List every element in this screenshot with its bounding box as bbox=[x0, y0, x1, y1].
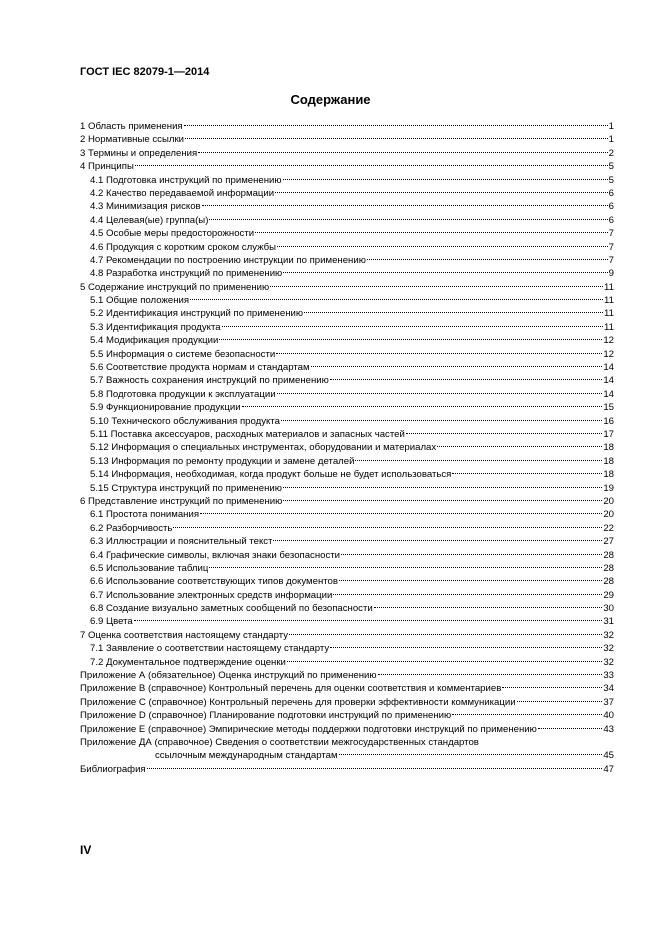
toc-leader-dots bbox=[222, 326, 603, 327]
toc-leader-dots bbox=[378, 674, 603, 675]
toc-leader-dots bbox=[452, 714, 602, 715]
toc-leader-dots bbox=[242, 406, 603, 407]
toc-leader-dots bbox=[330, 647, 602, 648]
toc-entry[interactable] bbox=[80, 482, 614, 495]
toc-leader-dots bbox=[219, 339, 602, 340]
toc-entry-title: 5.8 Подготовка продукции к эксплуатации bbox=[90, 388, 276, 400]
toc-entry[interactable] bbox=[80, 374, 614, 387]
table-of-contents bbox=[80, 120, 614, 776]
toc-entry-title: 4.5 Особые меры предосторожности bbox=[90, 228, 255, 240]
toc-entry-title: 5.4 Модификация продукции bbox=[90, 335, 219, 347]
toc-entry[interactable] bbox=[80, 736, 614, 749]
toc-leader-dots bbox=[200, 513, 602, 514]
toc-entry[interactable] bbox=[80, 589, 614, 602]
toc-entry-page: 6 bbox=[608, 214, 614, 226]
toc-entry[interactable] bbox=[80, 508, 614, 521]
toc-entry-page: 18 bbox=[603, 455, 614, 467]
toc-leader-dots bbox=[289, 634, 602, 635]
toc-entry[interactable] bbox=[80, 629, 614, 642]
toc-leader-dots bbox=[538, 728, 602, 729]
toc-leader-dots bbox=[198, 152, 607, 153]
toc-entry-page: 18 bbox=[603, 469, 614, 481]
toc-entry[interactable] bbox=[80, 334, 614, 347]
toc-leader-dots bbox=[277, 393, 603, 394]
toc-entry-title: 4.1 Подготовка инструкций по применению bbox=[90, 174, 282, 186]
toc-entry-title: ссылочным международным стандартам bbox=[155, 750, 338, 762]
toc-entry[interactable] bbox=[80, 321, 614, 334]
toc-entry[interactable] bbox=[80, 361, 614, 374]
toc-entry[interactable] bbox=[80, 267, 614, 280]
toc-entry[interactable] bbox=[80, 120, 614, 133]
toc-leader-dots bbox=[184, 125, 608, 126]
toc-entry[interactable] bbox=[80, 562, 614, 575]
toc-leader-dots bbox=[330, 379, 602, 380]
toc-entry[interactable] bbox=[80, 174, 614, 187]
toc-entry-page: 6 bbox=[608, 187, 614, 199]
toc-entry-title: 5.15 Структура инструкций по применению bbox=[90, 482, 282, 494]
toc-entry-title: 6.3 Иллюстрации и пояснительный текст bbox=[90, 536, 273, 548]
toc-entry-page: 11 bbox=[604, 308, 614, 320]
toc-entry-page: 6 bbox=[608, 201, 614, 213]
toc-entry-page: 14 bbox=[603, 388, 614, 400]
toc-entry-page: 11 bbox=[604, 321, 614, 333]
toc-entry[interactable] bbox=[80, 160, 614, 173]
toc-entry-page: 28 bbox=[603, 549, 614, 561]
toc-entry[interactable] bbox=[80, 441, 614, 454]
toc-entry[interactable] bbox=[80, 281, 614, 294]
toc-leader-dots bbox=[517, 701, 603, 702]
toc-entry[interactable] bbox=[80, 709, 614, 722]
toc-entry-title: 6 Представление инструкций по применению bbox=[80, 495, 283, 507]
toc-entry-page: 33 bbox=[603, 670, 614, 682]
toc-entry-title: 4.2 Качество передаваемой информации bbox=[90, 187, 275, 199]
toc-entry-title: Библиография bbox=[80, 763, 146, 775]
toc-entry-title: 4.3 Минимизация рисков bbox=[90, 201, 201, 213]
document-header: ГОСТ IEC 82079-1—2014 bbox=[80, 66, 210, 78]
toc-entry[interactable] bbox=[80, 348, 614, 361]
toc-entry-page: 32 bbox=[603, 629, 614, 641]
toc-leader-dots bbox=[277, 246, 608, 247]
toc-entry-page: 11 bbox=[604, 295, 614, 307]
toc-entry-page: 14 bbox=[603, 375, 614, 387]
toc-entry[interactable] bbox=[80, 656, 614, 669]
toc-entry[interactable] bbox=[80, 549, 614, 562]
toc-entry-title: 4.4 Целевая(ые) группа(ы) bbox=[90, 214, 209, 226]
toc-entry-title: 6.5 Использование таблиц bbox=[90, 562, 209, 574]
toc-leader-dots bbox=[452, 473, 602, 474]
toc-entry-title: 6.4 Графические символы, включая знаки безопасности bbox=[90, 549, 341, 561]
toc-leader-dots bbox=[273, 540, 602, 541]
toc-entry-page: 7 bbox=[608, 241, 614, 253]
toc-entry-page: 15 bbox=[603, 402, 614, 414]
toc-leader-dots bbox=[283, 179, 608, 180]
toc-entry-title: 5.7 Важность сохранения инструкций по применению bbox=[90, 375, 329, 387]
toc-entry-page: 32 bbox=[603, 656, 614, 668]
toc-entry-page: 18 bbox=[603, 442, 614, 454]
toc-leader-dots bbox=[276, 353, 602, 354]
toc-entry-page: 27 bbox=[603, 536, 614, 548]
toc-leader-dots bbox=[283, 500, 602, 501]
toc-leader-dots bbox=[341, 554, 602, 555]
toc-leader-dots bbox=[209, 567, 602, 568]
toc-entry-title: 5.14 Информация, необходимая, когда продукт больше не будет использоваться bbox=[90, 469, 452, 481]
toc-leader-dots bbox=[406, 433, 602, 434]
toc-leader-dots bbox=[283, 487, 602, 488]
toc-entry-title: 6.6 Использование соответствующих типов документов bbox=[90, 576, 338, 588]
toc-leader-dots bbox=[355, 460, 602, 461]
toc-entry[interactable] bbox=[80, 602, 614, 615]
toc-entry-title: 5.9 Функционирование продукции bbox=[90, 402, 241, 414]
toc-entry-title: Приложение Е (справочное) Эмпирические методы поддержки подготовки инструкций по применению bbox=[80, 723, 537, 735]
toc-entry-title: 1 Область применения bbox=[80, 121, 183, 132]
toc-entry-title: 7.1 Заявление о соответствии настоящему стандарту bbox=[90, 643, 330, 655]
toc-entry-title: 5.10 Технического обслуживания продукта bbox=[90, 415, 280, 427]
toc-entry[interactable] bbox=[80, 522, 614, 535]
toc-entry-title: 4.6 Продукция с коротким сроком службы bbox=[90, 241, 277, 253]
toc-leader-dots bbox=[281, 420, 602, 421]
toc-leader-dots bbox=[190, 299, 603, 300]
toc-entry-page: 2 bbox=[608, 147, 614, 159]
toc-leader-dots bbox=[502, 687, 602, 688]
toc-entry-title: 5.6 Соответствие продукта нормам и стандартам bbox=[90, 362, 310, 374]
toc-entry-title: 5.1 Общие положения bbox=[90, 295, 190, 307]
toc-entry[interactable] bbox=[80, 133, 614, 146]
toc-entry-page: 12 bbox=[603, 348, 614, 360]
toc-entry-page: 5 bbox=[608, 161, 614, 173]
toc-entry[interactable] bbox=[80, 214, 614, 227]
toc-entry-page: 31 bbox=[603, 616, 614, 628]
toc-leader-dots bbox=[304, 312, 603, 313]
toc-entry-page: 11 bbox=[604, 281, 614, 293]
toc-entry-title: Приложение В (справочное) Контрольный перечень для оценки соответствия и комментариев bbox=[80, 683, 502, 695]
page-number: IV bbox=[80, 843, 92, 857]
toc-entry-page: 7 bbox=[608, 254, 614, 266]
toc-entry[interactable] bbox=[80, 455, 614, 468]
toc-entry-title: 5 Содержание инструкций по применению bbox=[80, 281, 270, 293]
toc-leader-dots bbox=[202, 205, 608, 206]
toc-entry-title: 5.3 Идентификация продукта bbox=[90, 321, 221, 333]
toc-entry[interactable] bbox=[80, 495, 614, 508]
toc-entry-page: 9 bbox=[608, 268, 614, 280]
toc-entry-title: 5.13 Информация по ремонту продукции и замене деталей bbox=[90, 455, 355, 467]
toc-entry[interactable] bbox=[80, 642, 614, 655]
toc-leader-dots bbox=[147, 768, 603, 769]
toc-entry-page: 1 bbox=[608, 134, 614, 146]
toc-entry-page: 12 bbox=[603, 335, 614, 347]
toc-entry-title: 4.7 Рекомендации по построению инструкции по применению bbox=[90, 254, 366, 266]
toc-entry-page: 34 bbox=[603, 683, 614, 695]
toc-entry-page: 40 bbox=[603, 710, 614, 722]
toc-entry-page: 29 bbox=[603, 589, 614, 601]
toc-entry-page: 20 bbox=[603, 495, 614, 507]
toc-leader-dots bbox=[185, 138, 608, 139]
toc-entry[interactable] bbox=[80, 227, 614, 240]
toc-entry-title: 7.2 Документальное подтверждение оценки bbox=[90, 656, 286, 668]
toc-leader-dots bbox=[255, 232, 608, 233]
toc-entry-title: 6.9 Цвета bbox=[90, 616, 133, 628]
toc-leader-dots bbox=[283, 272, 607, 273]
toc-entry-page: 28 bbox=[603, 562, 614, 574]
toc-entry-title: 4.8 Разработка инструкций по применению bbox=[90, 268, 283, 280]
toc-leader-dots bbox=[135, 165, 608, 166]
toc-entry-page: 20 bbox=[603, 509, 614, 521]
toc-entry[interactable] bbox=[80, 388, 614, 401]
toc-entry-page: 32 bbox=[603, 643, 614, 655]
toc-entry[interactable] bbox=[80, 428, 614, 441]
toc-leader-dots bbox=[134, 620, 603, 621]
toc-entry[interactable] bbox=[80, 187, 614, 200]
toc-entry-page: 16 bbox=[603, 415, 614, 427]
toc-entry-title: 5.2 Идентификация инструкций по применению bbox=[90, 308, 304, 320]
toc-leader-dots bbox=[339, 580, 602, 581]
toc-entry-page: 30 bbox=[603, 603, 614, 615]
toc-leader-dots bbox=[275, 192, 608, 193]
toc-entry[interactable] bbox=[80, 294, 614, 307]
toc-entry-page: 1 bbox=[608, 121, 614, 132]
toc-entry[interactable] bbox=[80, 763, 614, 776]
toc-entry-page: 37 bbox=[603, 696, 614, 708]
toc-entry-title: 5.11 Поставка аксессуаров, расходных материалов и запасных частей bbox=[90, 428, 405, 440]
toc-entry[interactable] bbox=[80, 696, 614, 709]
toc-leader-dots bbox=[333, 594, 602, 595]
toc-entry-page: 19 bbox=[603, 482, 614, 494]
toc-entry[interactable] bbox=[80, 749, 614, 762]
toc-entry-page: 43 bbox=[603, 723, 614, 735]
toc-entry-title: 5.12 Информация о специальных инструментах, оборудовании и материалах bbox=[90, 442, 437, 454]
toc-leader-dots bbox=[209, 219, 607, 220]
toc-entry-title: Приложение D (справочное) Планирование подготовки инструкций по применению bbox=[80, 710, 452, 722]
toc-entry[interactable] bbox=[80, 254, 614, 267]
toc-entry-title: 6.8 Создание визуально заметных сообщений по безопасности bbox=[90, 603, 373, 615]
toc-entry-title: Приложение С (справочное) Контрольный перечень для проверки эффективности коммуникации bbox=[80, 696, 516, 708]
toc-entry-title: Приложение ДА (справочное) Сведения о соответствии межгосударственных стандартов bbox=[80, 736, 479, 748]
toc-entry-title: 5.5 Информация о системе безопасности bbox=[90, 348, 276, 360]
toc-entry[interactable] bbox=[80, 241, 614, 254]
toc-entry-title: 3 Термины и определения bbox=[80, 147, 198, 159]
toc-entry-title: 2 Нормативные ссылки bbox=[80, 134, 185, 146]
toc-entry-page: 14 bbox=[603, 362, 614, 374]
toc-entry-title: 4 Принципы bbox=[80, 161, 134, 173]
toc-entry[interactable] bbox=[80, 415, 614, 428]
toc-entry-page: 17 bbox=[603, 428, 614, 440]
toc-entry[interactable] bbox=[80, 682, 614, 695]
toc-entry[interactable] bbox=[80, 669, 614, 682]
toc-entry-page: 22 bbox=[603, 522, 614, 534]
toc-entry-page: 7 bbox=[608, 228, 614, 240]
toc-entry-title: Приложение А (обязательное) Оценка инструкций по применению bbox=[80, 670, 377, 682]
toc-entry-title: 6.2 Разборчивость bbox=[90, 522, 173, 534]
toc-entry[interactable] bbox=[80, 147, 614, 160]
toc-leader-dots bbox=[311, 366, 603, 367]
toc-leader-dots bbox=[367, 259, 608, 260]
toc-entry-title: 6.7 Использование электронных средств информации bbox=[90, 589, 333, 601]
toc-entry[interactable] bbox=[80, 575, 614, 588]
toc-entry[interactable] bbox=[80, 200, 614, 213]
toc-leader-dots bbox=[287, 661, 602, 662]
toc-entry[interactable] bbox=[80, 401, 614, 414]
toc-entry[interactable] bbox=[80, 535, 614, 548]
toc-leader-dots bbox=[339, 754, 603, 755]
toc-entry-page: 47 bbox=[603, 763, 614, 775]
toc-entry-title: 7 Оценка соответствия настоящему стандарту bbox=[80, 629, 289, 641]
toc-leader-dots bbox=[270, 286, 603, 287]
toc-entry-page: 45 bbox=[603, 750, 614, 762]
toc-entry[interactable] bbox=[80, 468, 614, 481]
page-title: Содержание bbox=[290, 92, 371, 107]
toc-leader-dots bbox=[437, 446, 602, 447]
toc-leader-dots bbox=[173, 527, 602, 528]
toc-entry[interactable] bbox=[80, 723, 614, 736]
toc-leader-dots bbox=[374, 607, 603, 608]
toc-entry[interactable] bbox=[80, 615, 614, 628]
toc-entry-title: 6.1 Простота понимания bbox=[90, 509, 200, 521]
toc-entry-page: 28 bbox=[603, 576, 614, 588]
toc-entry-page: 5 bbox=[608, 174, 614, 186]
toc-entry[interactable] bbox=[80, 307, 614, 320]
